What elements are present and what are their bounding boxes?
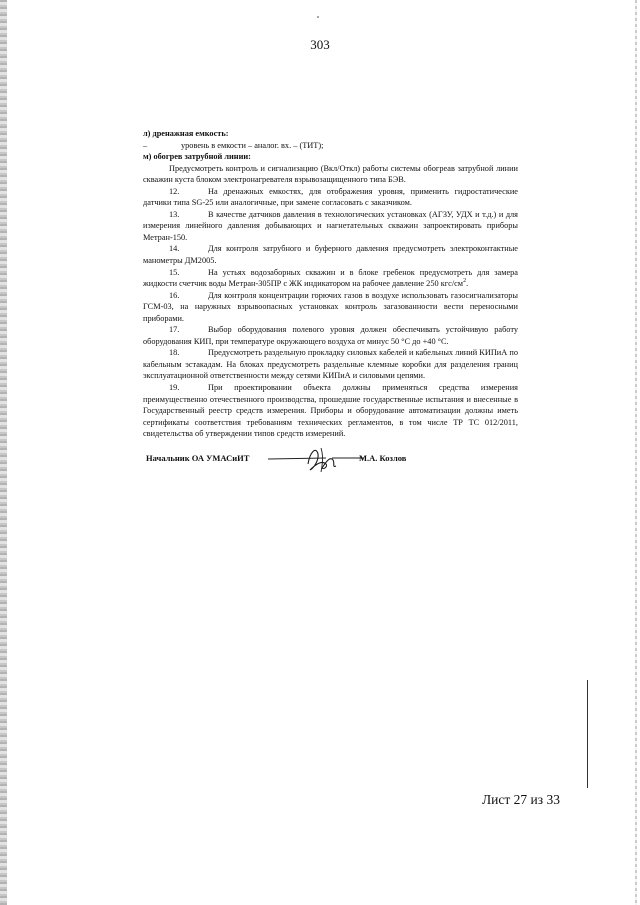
item-17: 17. Выбор оборудования полевого уровня должен обеспечивать устойчивую работу оборудования КИП, при температуре окружающего воздуха от минус 50 °С до +40 °С. — [143, 325, 518, 346]
item-19: 19. При проектировании объекта должны применяться средства измерения преимущественно отечественного производства, прошедшие государственные испытания и внесенные в Государственный реестр средств измерения. Приборы и оборудование автоматизации должны иметь сертификаты соответствия требованиям технических регламентов, в том числе ТР ТС 012/2011, свидетельства об утверждении типов средств измерений. — [143, 383, 518, 439]
bullet-dash: – — [143, 140, 148, 150]
bullet-text: уровень в емкости – аналог. вх. – (ТИТ); — [181, 140, 324, 150]
scan-edge-left — [0, 0, 7, 905]
item-13: 13. В качестве датчиков давления в технологических установках (АГЗУ, УДХ и т.д.) и для измерения линейного давления добывающих и нагнетательных скважин запроектировать приборы Метран-150. — [143, 209, 518, 242]
item-15: 15. На устьях водозаборных скважин и в блоке гребенок предусмотреть для замера жидкости счетчик воды Метран-305ПР с ЖК индикатором на рабочее давление 250 кгс/$см^2$. — [143, 267, 518, 289]
section-l-bullet — [143, 140, 518, 152]
item-12: 12. На дренажных емкостях, для отображения уровня, применить гидростатические датчики типа SG-25 или аналогичные, при замене согласовать с заказчиком. — [143, 186, 518, 208]
item-18: 18. Предусмотреть раздельную прокладку силовых кабелей и кабельных линий КИПиА по кабельным эстакадам. На блоках предусмотреть раздельные клемные коробки для разделения границ эксплуатационной ответственности между сетями КИПиА и силовыми цепями. — [143, 348, 518, 381]
page-number: 303 — [310, 37, 330, 52]
signature-role: Начальник ОА УМАСиИТ — [146, 453, 250, 463]
signature-block — [146, 446, 446, 476]
signature-name: М.А. Козлов — [359, 453, 407, 463]
section-m-heading: м) обогрев затрубной линии: — [143, 152, 251, 162]
document-body — [143, 128, 518, 440]
margin-rule — [587, 680, 588, 788]
item-14: 14. Для контроля затрубного и буферного давления предусмотреть электроконтактные манометры ДМ2005. — [143, 244, 518, 266]
scan-edge-right — [635, 0, 637, 905]
item-16: 16. Для контроля концентрации горючих газов в воздухе использовать газосигнализаторы ГСМ-03, на наружных взрывоопасных установках контроль загазованности вести переносными приборами. — [143, 290, 518, 323]
section-m-text: Предусмотреть контроль и сигнализацию (Вкл/Откл) работы системы обогреав затрубной линии скважин куста блоком электронагревателя взрывозащищенного типа БЭВ. — [143, 163, 518, 185]
section-l-heading: л) дренажная емкость: — [143, 129, 229, 138]
handwritten-signature — [266, 442, 366, 476]
scan-speck — [317, 16, 319, 18]
sheet-counter: Лист 27 из 33 — [482, 792, 560, 807]
